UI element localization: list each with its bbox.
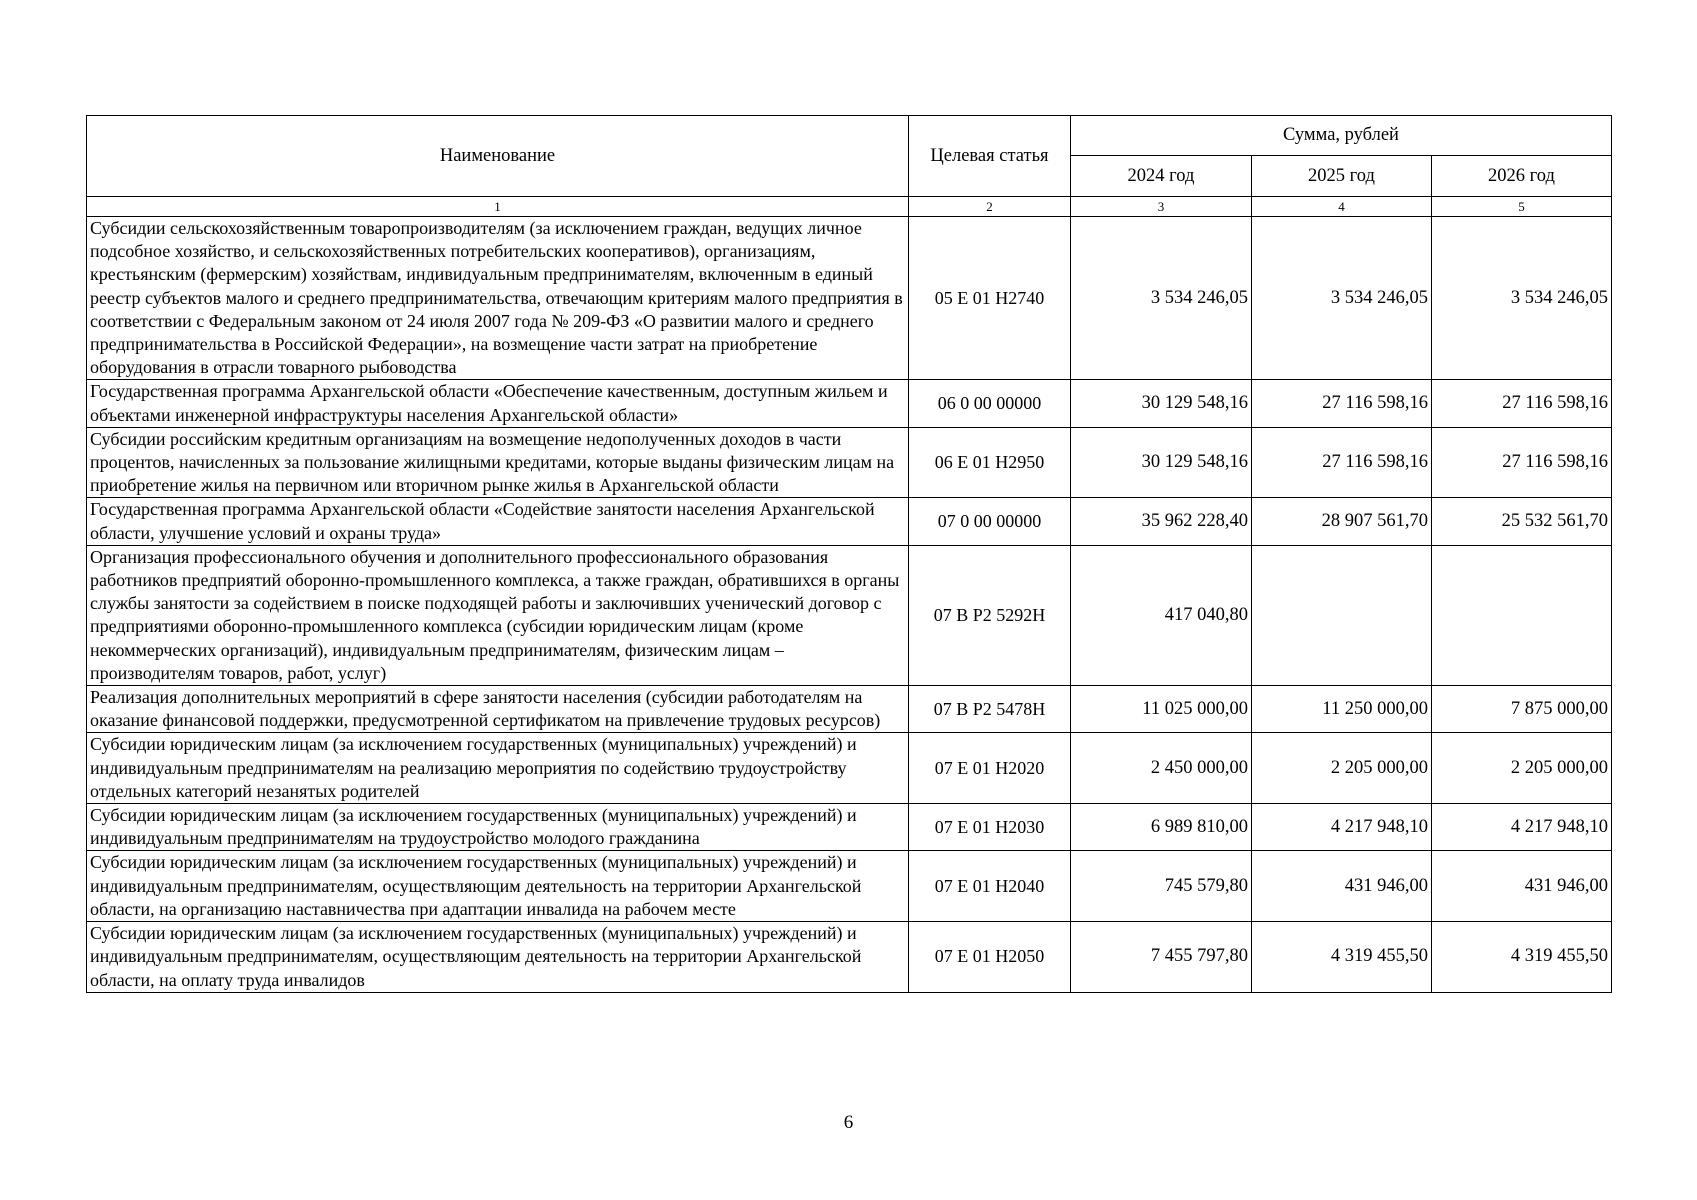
row-amount-2026: 431 946,00 [1432, 851, 1612, 922]
row-name: Субсидии российским кредитным организациям на возмещение недополученных доходов в части процентов, начисленных за пользование жилищными кредитами, которые выданы физическим лицам на приобретение жилья на первичном или вторичном рынке жилья в Архангельской области [87, 427, 909, 498]
header-sum-group: Сумма, рублей [1071, 116, 1612, 156]
table-row [87, 733, 1612, 804]
table-row [87, 545, 1612, 685]
table-row [87, 217, 1612, 380]
column-number: 3 [1071, 197, 1252, 217]
row-amount-2025 [1252, 545, 1432, 685]
row-code: 07 Е 01 Н2020 [909, 733, 1071, 804]
row-code: 07 Е 01 Н2030 [909, 804, 1071, 851]
row-name: Субсидии юридическим лицам (за исключением государственных (муниципальных) учреждений) и индивидуальным предпринимателям, осуществляющим деятельность на территории Архангельской области, на организацию наставничества при адаптации инвалида на рабочем месте [87, 851, 909, 922]
row-amount-2024: 30 129 548,16 [1071, 380, 1252, 427]
row-amount-2026: 25 532 561,70 [1432, 498, 1612, 545]
row-amount-2024: 7 455 797,80 [1071, 922, 1252, 993]
table-row [87, 922, 1612, 993]
table-row [87, 498, 1612, 545]
header-year-2024: 2024 год [1071, 156, 1252, 197]
row-amount-2026: 4 319 455,50 [1432, 922, 1612, 993]
row-name: Реализация дополнительных мероприятий в сфере занятости населения (субсидии работодателям на оказание финансовой поддержки, предусмотренной сертификатом на привлечение трудовых ресурсов) [87, 686, 909, 733]
row-code: 07 Е 01 Н2050 [909, 922, 1071, 993]
header-year-2026: 2026 год [1432, 156, 1612, 197]
row-amount-2026 [1432, 545, 1612, 685]
row-code: 07 0 00 00000 [909, 498, 1071, 545]
table-row [87, 427, 1612, 498]
row-amount-2025: 3 534 246,05 [1252, 217, 1432, 380]
row-amount-2026: 7 875 000,00 [1432, 686, 1612, 733]
row-amount-2025: 27 116 598,16 [1252, 427, 1432, 498]
row-amount-2025: 28 907 561,70 [1252, 498, 1432, 545]
row-amount-2026: 4 217 948,10 [1432, 804, 1612, 851]
table-row [87, 804, 1612, 851]
row-code: 07 Е 01 Н2040 [909, 851, 1071, 922]
column-number: 5 [1432, 197, 1612, 217]
row-amount-2024: 3 534 246,05 [1071, 217, 1252, 380]
column-number: 4 [1252, 197, 1432, 217]
row-amount-2024: 35 962 228,40 [1071, 498, 1252, 545]
table-row [87, 686, 1612, 733]
row-amount-2026: 2 205 000,00 [1432, 733, 1612, 804]
column-number-row [87, 197, 1612, 217]
row-amount-2025: 4 217 948,10 [1252, 804, 1432, 851]
row-amount-2026: 27 116 598,16 [1432, 427, 1612, 498]
row-name: Субсидии юридическим лицам (за исключением государственных (муниципальных) учреждений) и индивидуальным предпринимателям на реализацию мероприятия по содействию трудоустройству отдельных категорий незанятых родителей [87, 733, 909, 804]
table-row [87, 380, 1612, 427]
table-row [87, 851, 1612, 922]
page-number: 6 [843, 1112, 854, 1133]
row-amount-2025: 4 319 455,50 [1252, 922, 1432, 993]
row-amount-2025: 2 205 000,00 [1252, 733, 1432, 804]
row-name: Субсидии юридическим лицам (за исключением государственных (муниципальных) учреждений) и индивидуальным предпринимателям на трудоустройство молодого гражданина [87, 804, 909, 851]
row-amount-2024: 11 025 000,00 [1071, 686, 1252, 733]
header-name: Наименование [87, 116, 909, 197]
row-amount-2025: 27 116 598,16 [1252, 380, 1432, 427]
row-name: Организация профессионального обучения и дополнительного профессионального образования работников предприятий оборонно-промышленного комплекса, а также граждан, обратившихся в органы службы занятости за содействием в поиске подходящей работы и заключивших ученический договор с предприятиями оборонно-промышленного комплекса (субсидии юридическим лицам (кроме некоммерческих организаций), индивидуальным предпринимателям, физическим лицам – производителям товаров, работ, услуг) [87, 545, 909, 685]
row-code: 06 0 00 00000 [909, 380, 1071, 427]
row-amount-2025: 431 946,00 [1252, 851, 1432, 922]
header-year-2025: 2025 год [1252, 156, 1432, 197]
row-amount-2024: 2 450 000,00 [1071, 733, 1252, 804]
budget-table [86, 115, 1612, 993]
header-code: Целевая статья [909, 116, 1071, 197]
row-name: Государственная программа Архангельской области «Обеспечение качественным, доступным жильем и объектами инженерной инфраструктуры населения Архангельской области» [87, 380, 909, 427]
row-amount-2026: 27 116 598,16 [1432, 380, 1612, 427]
row-code: 07 В Р2 5478Н [909, 686, 1071, 733]
column-number: 1 [87, 197, 909, 217]
row-amount-2024: 417 040,80 [1071, 545, 1252, 685]
row-code: 06 Е 01 Н2950 [909, 427, 1071, 498]
row-name: Субсидии юридическим лицам (за исключением государственных (муниципальных) учреждений) и индивидуальным предпринимателям, осуществляющим деятельность на территории Архангельской области, на оплату труда инвалидов [87, 922, 909, 993]
row-code: 05 Е 01 Н2740 [909, 217, 1071, 380]
row-name: Субсидии сельскохозяйственным товаропроизводителям (за исключением граждан, ведущих личное подсобное хозяйство, и сельскохозяйственных потребительских кооперативов), организациям, крестьянским (фермерским) хозяйствам, индивидуальным предпринимателям, включенным в единый реестр субъектов малого и среднего предпринимательства, отвечающим критериям малого предприятия в соответствии с Федеральным законом от 24 июля 2007 года № 209-ФЗ «О развитии малого и среднего предпринимательства в Российской Федерации», на возмещение части затрат на приобретение оборудования в отрасли товарного рыбоводства [87, 217, 909, 380]
row-amount-2026: 3 534 246,05 [1432, 217, 1612, 380]
row-name: Государственная программа Архангельской области «Содействие занятости населения Архангельской области, улучшение условий и охраны труда» [87, 498, 909, 545]
row-amount-2025: 11 250 000,00 [1252, 686, 1432, 733]
column-number: 2 [909, 197, 1071, 217]
row-code: 07 В Р2 5292Н [909, 545, 1071, 685]
row-amount-2024: 745 579,80 [1071, 851, 1252, 922]
row-amount-2024: 30 129 548,16 [1071, 427, 1252, 498]
row-amount-2024: 6 989 810,00 [1071, 804, 1252, 851]
